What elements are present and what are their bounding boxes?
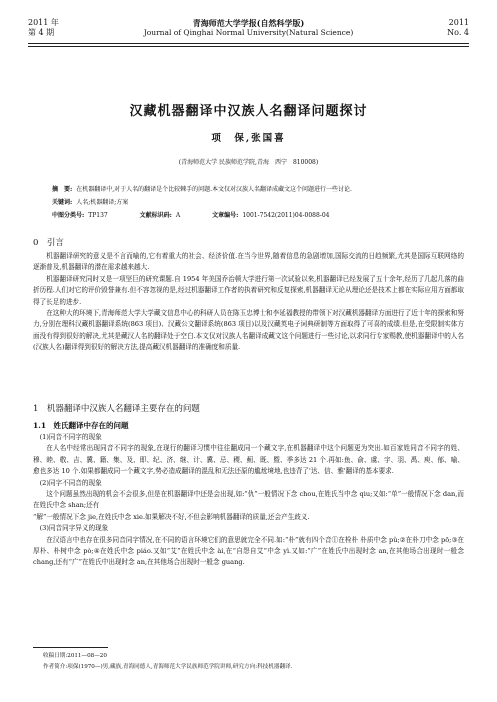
footnote-received: 收稿日期:2011—08—20 — [43, 653, 107, 659]
article-number-field — [212, 212, 329, 219]
paragraph: 机器翻译研究的意义是不言而喻的,它有着重大的社会、经济价值.在当今世界,随着信息的急剧增加,国际交流的日趋频繁,尤其是国际互联网络的逐渐普及,机器翻译的潜在需求越来越大. — [33, 252, 464, 272]
footnote-author-bio: 作者简介:项保(1970—)男,藏族,青海同德人,青海师范大学民族师范学院讲师,研究方向:科技机器翻译. — [43, 664, 293, 670]
abstract-text: 在机器翻译中,对于人名的翻译是个比较棘手的问题.本文仅对汉族人名翻译成藏文这个问题进行一些讨论. — [76, 186, 352, 193]
doc-code-label: 文献标识码: — [139, 212, 172, 219]
doc-code-field — [140, 212, 181, 219]
header-rule — [28, 43, 469, 44]
header-issue: 第 4 期 — [28, 28, 55, 37]
abstract — [52, 186, 451, 194]
paragraph: 在这种大的环境下,青海师范大学大学藏文信息中心的科研人员在陈玉忠博士和李延福教授的带领下对汉藏机器翻译方面进行了近十年的探索和努力,分别在理科汉藏机器翻译系统(863 项目)、汉藏公文翻译系统(863 项目)以及汉藏英电子词典研制等方面取得了可喜的成绩.但是,在受限制实体方面没有得到很好的解决,尤其是藏汉人名的翻译处于空白.本文仅对汉族人名翻译成藏文这个问题进行一些讨论,以求同行专家赐教,使机器翻译中的人名(汉族人名)翻译得到很好的解决方法,提高藏汉机器翻译的准确度和质量. — [33, 309, 464, 352]
header-right — [447, 18, 469, 38]
section-introduction-heading: 0 引言 — [33, 238, 64, 248]
author-affiliation: (青海师范大学 民族师范学院,青海 西宁 810008) — [178, 159, 319, 166]
header-year-en: 2011 — [448, 18, 469, 27]
journal-name-en: Journal of Qinghai Normal University(Natural Science) — [143, 28, 354, 37]
section-1-1-body — [33, 432, 464, 569]
section-1-1-heading: 1.1 姓氏翻译中存在的问题 — [33, 421, 129, 430]
clc-field — [52, 212, 108, 219]
paragraph: 机器翻译研究同时又是一项坚巨的研究课题.自 1954 年美国乔治顿大学进行第一次试验以来,机器翻译已经发展了五十余年,经历了几起几落的曲折历程.人们对它的评价毁誉兼有.但不容忽视的是,经过机器翻译工作者的执着研究和反复探索,机器翻译无论从理论还是技术上都在实际应用方面都取得了长足的进步. — [33, 274, 464, 306]
paragraph-continued: “解”一般情况下念 jie,在姓氏中念 xie.如果解决不好,不但会影响机器翻译的质量,还会产生歧义. — [33, 512, 310, 521]
list-item: (1)同音不同字的现象 — [39, 433, 102, 441]
paragraph: 在人名中经常出现同音不同字的现象,在现行的翻译习惯中往往翻成同一个藏文字,在机器翻译中这个问题更为突出.如百家姓同音不同字的姓、穆、睦、敬、吉、冀、籍、集、及、即、纪、济、继、计、冀、忌、稷、薊、既、暨、季多达 21 个.再如:鱼、俞、虞、宇、羽、禹、庾、郁、喻、愈也多达 10 个.如果都翻成同一个藏文字,势必造成翻译的混乱和无法还原的尴尬境地,也违背了'达、信、雅'翻译的基本要求. — [33, 444, 464, 476]
clc-label: 中图分类号: — [52, 212, 85, 219]
journal-name-cn: 青海师范大学学报(自然科学版) — [192, 18, 305, 28]
paper-authors: 项 保,张国喜 — [211, 133, 286, 144]
section-1-heading: 1 机器翻译中汉族人名翻译主要存在的问题 — [33, 404, 200, 414]
doc-code-value: A — [175, 212, 181, 219]
clc-value: TP137 — [88, 212, 108, 219]
paragraph: 这个问题虽然出现的机会不会很多,但是在机器翻译中还是会出现,如:“仇”一般情况下念 chou,在姓氏当中念 qiu;又如:“单”一般情况下念 dan,而在姓氏中念 shan;还有 — [33, 490, 464, 510]
list-item: (2)同字不同音的现象 — [39, 478, 102, 487]
header-year: 2011 年 — [28, 18, 59, 27]
classification-row — [52, 212, 451, 220]
header-rule-thin — [28, 46, 469, 47]
article-number-label: 文章编号: — [212, 212, 239, 219]
introduction-body — [33, 251, 464, 354]
list-item: (3)同音同字异义的现象 — [39, 524, 109, 533]
keywords-text: 人名;机器翻译;方案 — [76, 199, 129, 206]
paragraph: 在汉语言中也存在很多同音同字情况,在不同的语言环境它们的意思就完全不同.如:“朴”就有四个音①在栓朴 朴质中念 pǔ;②在朴刀中念 pō;③在厚朴、朴树中念 pò;④在姓氏中念 piáo.又如“艾”在姓氏中念 ài,在“自怨自艾”中念 yì.又如:“广”在姓氏中出现时念 an,在其他场合出现时一般念 chang,还有“广”在姓氏中出现时念 an,在其他场合出现时一般念 guang. — [33, 535, 464, 567]
article-number-value: 1001-7542(2011)04-0088-04 — [242, 212, 330, 219]
footnote-rule — [33, 647, 108, 648]
abstract-label: 摘 要: — [52, 186, 73, 193]
keywords — [52, 199, 451, 207]
header-issue-en: No. 4 — [447, 28, 469, 37]
header-center — [28, 18, 469, 38]
keywords-label: 关键词: — [52, 199, 73, 206]
paper-title: 汉藏机器翻译中汉族人名翻译问题探讨 — [129, 104, 368, 119]
